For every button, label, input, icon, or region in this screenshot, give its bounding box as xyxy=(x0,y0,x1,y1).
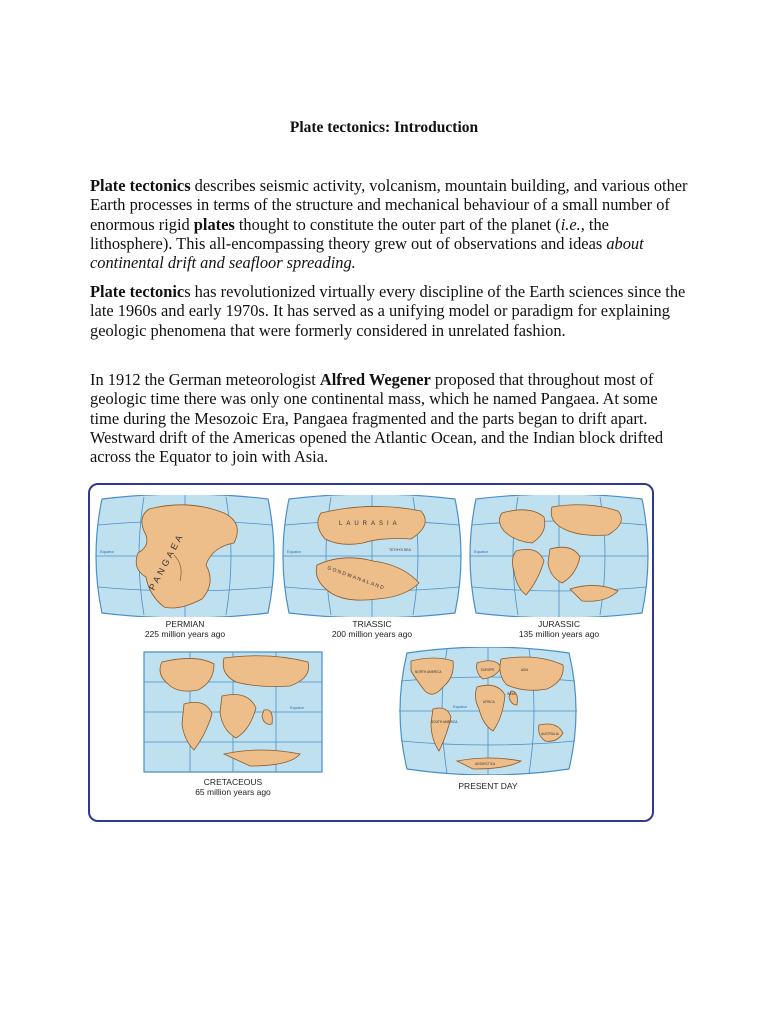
era-name: JURASSIC xyxy=(537,619,581,629)
europe-label: EUROPE xyxy=(481,668,495,672)
text-run: thought to constitute the outer part of the planet ( xyxy=(234,214,561,234)
italic-tail: about continental drift and seafloor spreading. xyxy=(90,233,644,273)
bold-term: plates xyxy=(193,214,235,234)
jurassic-map xyxy=(468,495,650,617)
cretaceous-map xyxy=(140,650,326,774)
era-age: 65 million years ago xyxy=(195,787,271,797)
paragraph-revolution xyxy=(90,282,690,340)
jurassic-caption xyxy=(468,619,650,639)
antarctica-label: ANTARCTICA xyxy=(475,762,496,766)
era-name: TRIASSIC xyxy=(352,619,392,629)
continental-drift-figure xyxy=(88,483,654,822)
tethys-label: TETHYS SEA xyxy=(389,548,411,552)
text-run: In 1912 the German meteorologist xyxy=(90,370,320,389)
era-name: PERMIAN xyxy=(165,619,205,629)
era-name: CRETACEOUS xyxy=(203,777,263,787)
equator-label: Equator xyxy=(100,549,115,554)
bold-term: Plate tectonic xyxy=(90,282,185,301)
cretaceous-caption xyxy=(140,777,326,797)
africa-label: AFRICA xyxy=(483,700,495,704)
gondwana-label: GONDWANALAND xyxy=(326,565,386,592)
pangaea-label: PANGAEA xyxy=(146,530,186,592)
present-day-caption xyxy=(397,781,579,791)
italic-abbrev: i.e., xyxy=(560,214,585,234)
text-run: s has revolutionized virtually every discipline of the Earth sciences since the late 1960s and early 1970s. It has served as a unifying model or paradigm for explaining geologic phenomena that were formerly considered in unrelated fashion. xyxy=(90,282,686,340)
south-america-label: SOUTH AMERICA xyxy=(431,720,458,724)
triassic-caption xyxy=(281,619,463,639)
bold-name: Alfred Wegener xyxy=(319,370,431,389)
equator-label: Equator xyxy=(453,704,468,709)
page-title: Plate tectonics: Introduction xyxy=(289,119,479,136)
equator-label: Equator xyxy=(287,549,302,554)
era-age: 135 million years ago xyxy=(518,629,600,639)
north-america-label: NORTH AMERICA xyxy=(415,670,442,674)
era-age: 200 million years ago xyxy=(331,629,413,639)
text-run: the lithosphere). This all-encompassing theory grew out of observations and ideas xyxy=(90,214,609,253)
present-day-map xyxy=(397,647,579,775)
era-name: PRESENT DAY xyxy=(458,781,518,791)
paragraph-wegener xyxy=(90,370,690,466)
permian-map xyxy=(94,495,276,617)
laurasia-label: LAURASIA xyxy=(339,521,401,527)
australia-label: AUSTRALIA xyxy=(541,732,559,736)
text-run: proposed that throughout most of geologic time there was only one continental mass, which he named Pangaea. At some time during the Mesozoic Era, Pangaea fragmented and the parts began to drift apart. Westward drift of the Americas opened the Atlantic Ocean, and the Indian block drifted across the Equator to join with Asia. xyxy=(90,370,664,467)
paragraph-intro xyxy=(90,176,690,272)
equator-label: Equator xyxy=(290,705,305,710)
permian-caption xyxy=(94,619,276,639)
india-label: INDIA xyxy=(507,692,516,696)
era-age: 225 million years ago xyxy=(144,629,226,639)
text-run: describes seismic activity, volcanism, mountain building, and various other Earth processes in terms of the structure and mechanical behaviour of a small number of enormous rigid xyxy=(90,176,688,234)
bold-term: Plate tectonics xyxy=(90,176,191,195)
equator-label: Equator xyxy=(474,549,489,554)
triassic-map xyxy=(281,495,463,617)
asia-label: ASIA xyxy=(521,668,529,672)
